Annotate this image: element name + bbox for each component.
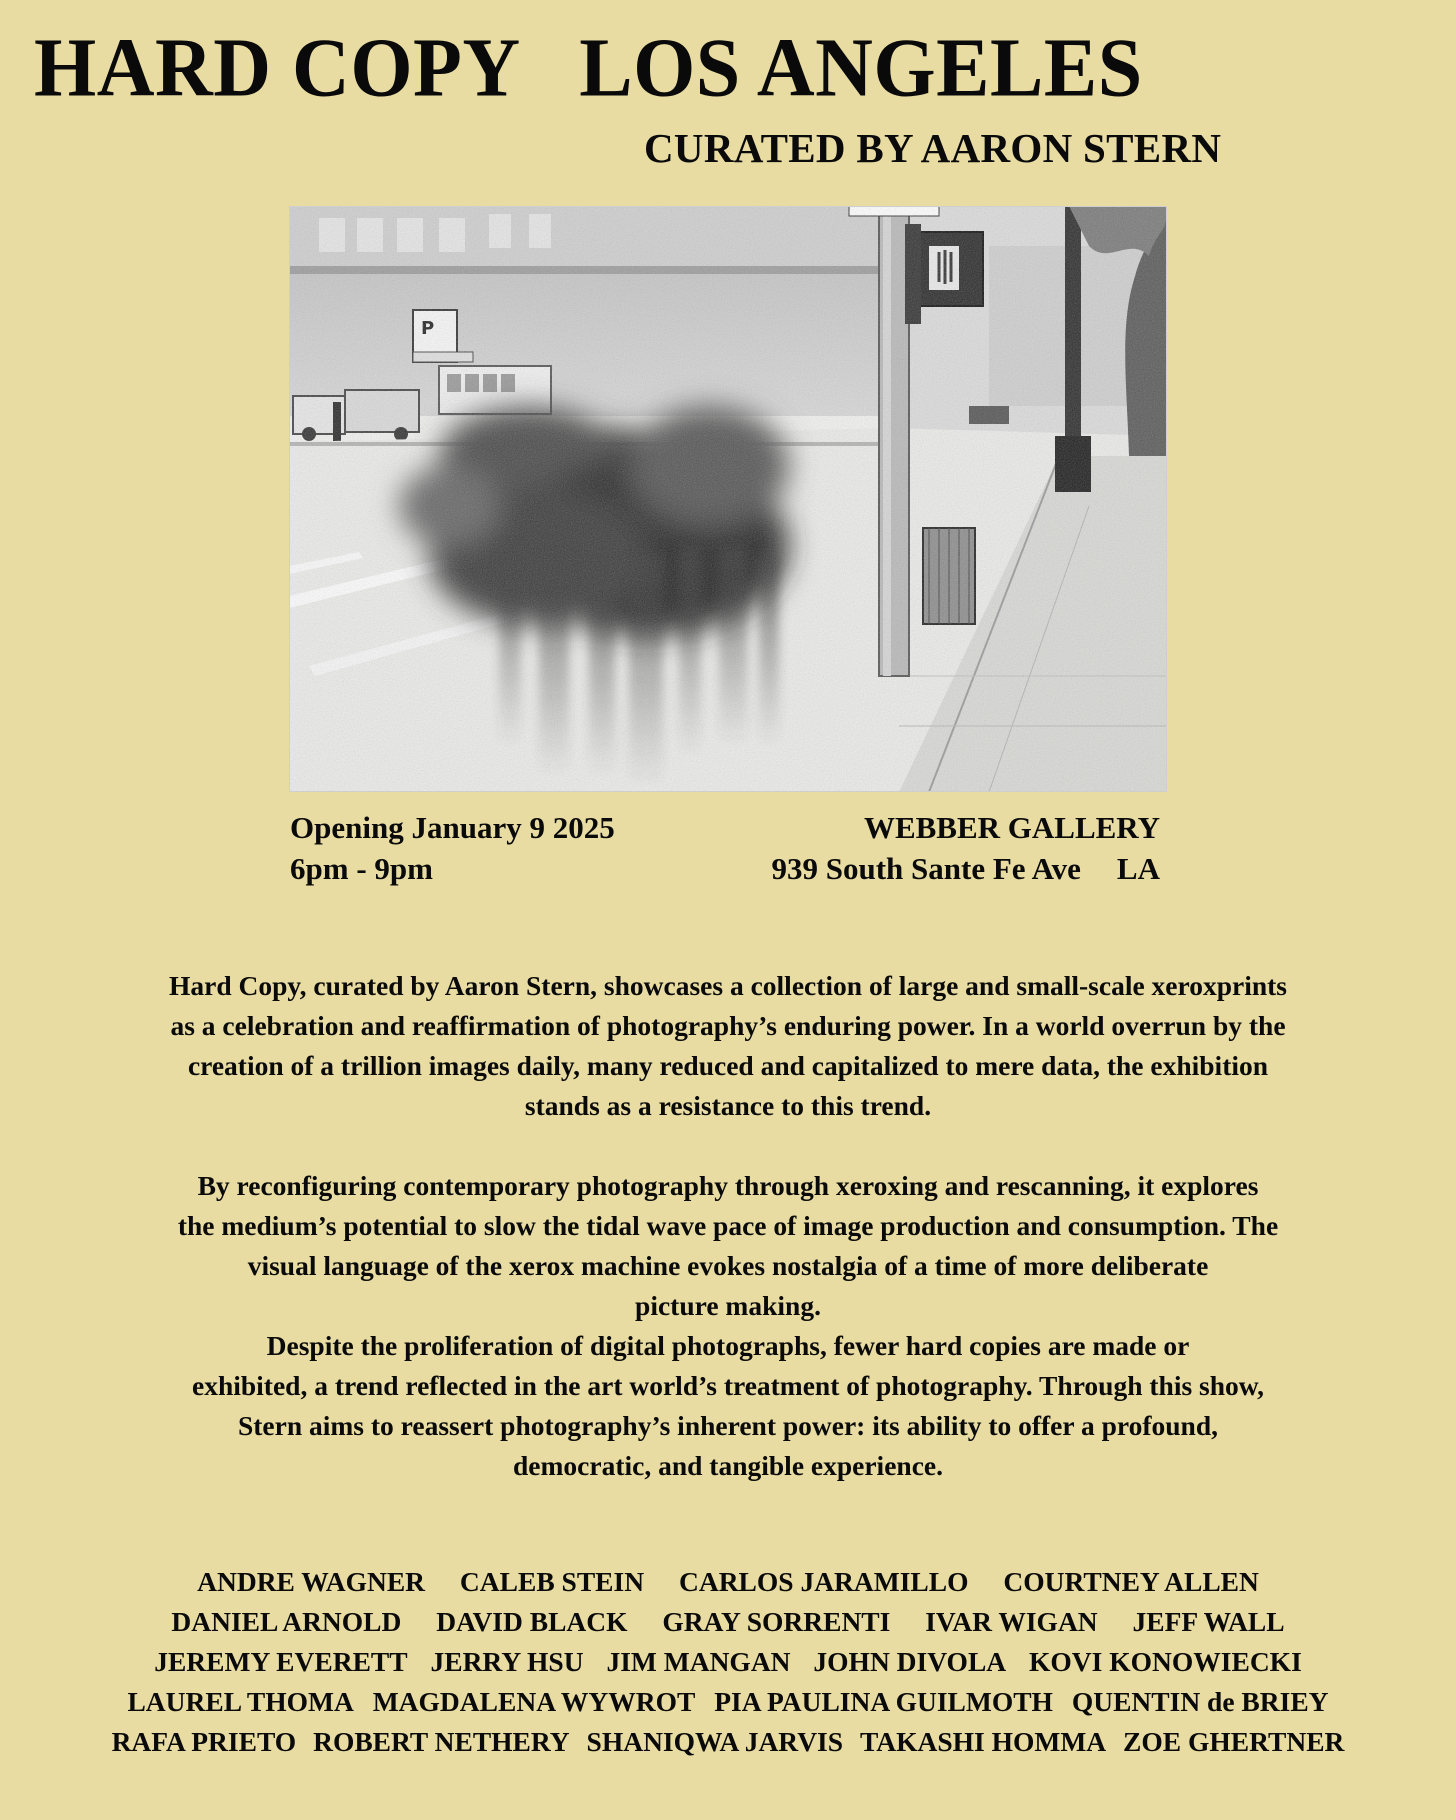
description-paragraph xyxy=(40,966,1416,1126)
artist-name: JERRY HSU xyxy=(430,1646,584,1677)
artist-name: DANIEL ARNOLD xyxy=(171,1606,402,1637)
opening-info xyxy=(290,807,615,889)
artist-name: RAFA PRIETO xyxy=(111,1726,297,1757)
artist-name: ZOE GHERTNER xyxy=(1123,1726,1345,1757)
description-line: Despite the proliferation of digital photographs, fewer hard copies are made or xyxy=(266,1330,1190,1361)
description-line: stands as a resistance to this trend. xyxy=(524,1090,932,1121)
artist-name: ANDRE WAGNER xyxy=(197,1566,426,1597)
description-line: By reconfiguring contemporary photography through xeroxing and rescanning, it explores xyxy=(197,1170,1259,1201)
description-line: as a celebration and reaffirmation of photography’s enduring power. In a world overrun by the xyxy=(170,1010,1286,1041)
artist-name: JEREMY EVERETT xyxy=(154,1646,408,1677)
exhibition-title: HARD COPY LOS ANGELES xyxy=(34,21,1143,115)
description-line: Stern aims to reassert photography’s inherent power: its ability to offer a profound, xyxy=(237,1410,1219,1441)
description-line: the medium’s potential to slow the tidal wave pace of image production and consumption. The xyxy=(177,1210,1279,1241)
artist-name: IVAR WIGAN xyxy=(925,1606,1098,1637)
artist-name: GRAY SORRENTI xyxy=(662,1606,891,1637)
description-line: exhibited, a trend reflected in the art world’s treatment of photography. Through this show, xyxy=(191,1370,1265,1401)
artist-name: LAUREL THOMA xyxy=(127,1686,354,1717)
artist-name: TAKASHI HOMMA xyxy=(859,1726,1107,1757)
artist-name: COURTNEY ALLEN xyxy=(1003,1566,1259,1597)
artist-name: QUENTIN de BRIEY xyxy=(1071,1686,1329,1717)
venue-location xyxy=(771,848,1160,889)
description-line: creation of a trillion images daily, many reduced and capitalized to mere data, the exhibition xyxy=(187,1050,1269,1081)
description-line: visual language of the xerox machine evokes nostalgia of a time of more deliberate xyxy=(247,1250,1209,1281)
artist-name: JEFF WALL xyxy=(1132,1606,1285,1637)
venue-info xyxy=(771,807,1160,889)
artist-row xyxy=(20,1602,1436,1642)
artist-list xyxy=(20,1562,1436,1762)
artist-name: PIA PAULINA GUILMOTH xyxy=(714,1686,1053,1717)
xerox-street-photo xyxy=(289,206,1167,792)
artist-name: JIM MANGAN xyxy=(606,1646,791,1677)
exhibition-description xyxy=(40,966,1416,1486)
opening-date: Opening January 9 2025 xyxy=(290,810,615,845)
artist-name: ROBERT NETHERY xyxy=(313,1726,570,1757)
artist-name: CARLOS JARAMILLO xyxy=(678,1566,969,1597)
description-line: Hard Copy, curated by Aaron Stern, showcases a collection of large and small-scale xeroxprints xyxy=(168,970,1288,1001)
description-line: picture making. xyxy=(635,1290,821,1321)
artist-name: SHANIQWA JARVIS xyxy=(586,1726,844,1757)
artist-row xyxy=(20,1642,1436,1682)
opening-hours: 6pm - 9pm xyxy=(290,851,433,886)
venue-name: WEBBER GALLERY xyxy=(863,810,1160,845)
artist-name: DAVID BLACK xyxy=(436,1606,628,1637)
description-paragraph xyxy=(40,1166,1416,1326)
venue-city: LA xyxy=(1116,851,1160,886)
artist-row xyxy=(20,1722,1436,1762)
artist-name: CALEB STEIN xyxy=(459,1566,645,1597)
venue-address: 939 South Sante Fe Ave xyxy=(771,851,1081,886)
curator-line: CURATED BY AARON STERN xyxy=(644,125,1222,171)
artist-name: MAGDALENA WYWROT xyxy=(372,1686,696,1717)
description-paragraph xyxy=(40,1326,1416,1486)
description-line: democratic, and tangible experience. xyxy=(513,1450,943,1481)
artist-row xyxy=(20,1682,1436,1722)
artist-row xyxy=(20,1562,1436,1602)
artist-name: JOHN DIVOLA xyxy=(813,1646,1007,1677)
artist-name: KOVI KONOWIECKI xyxy=(1029,1646,1302,1677)
